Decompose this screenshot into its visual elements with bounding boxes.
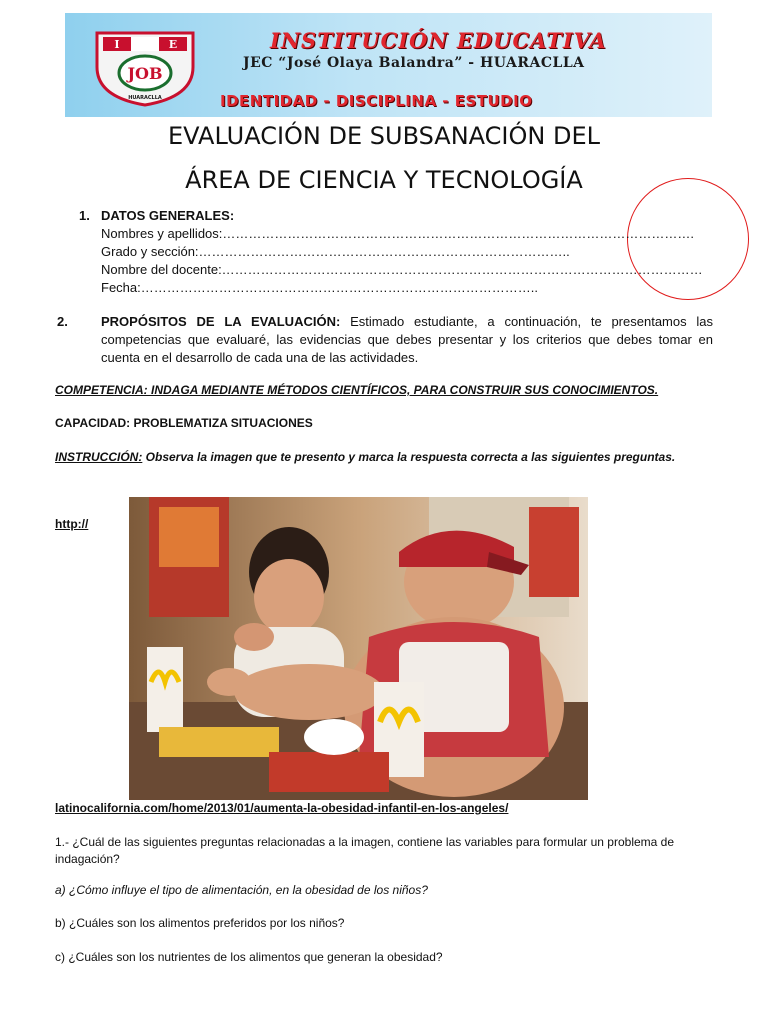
instruccion-text: Observa la imagen que te presento y marca la respuesta correcta a las siguientes preguntas. (142, 450, 676, 464)
school-crest-logo (93, 27, 197, 107)
page-title-line2: ÁREA DE CIENCIA Y TECNOLOGÍA (185, 166, 583, 194)
section-number: 1. (79, 208, 90, 223)
field-fecha[interactable]: Fecha:……………………………………………………………………………….. (101, 280, 538, 295)
datos-generales-heading (79, 207, 639, 225)
competencia-line: COMPETENCIA: INDAGA MEDIANTE MÉTODOS CIENTÍFICOS, PARA CONSTRUIR SUS CONOCIMIENTOS. (55, 383, 659, 397)
field-docente[interactable]: Nombre del docente:………………………………………………………………………………………………… (101, 262, 703, 277)
section-number: 2. (57, 314, 68, 329)
question-1-option-c[interactable]: c) ¿Cuáles son los nutrientes de los alimentos que generan la obesidad? (55, 950, 443, 964)
page-title-line1: EVALUACIÓN DE SUBSANACIÓN DEL (168, 122, 600, 150)
datos-generales-section (79, 207, 703, 297)
crest-place-text: HUARACLLA (128, 95, 162, 101)
question-1: 1.- ¿Cuál de las siguientes preguntas relacionadas a la imagen, contiene las variables para formular un problema de indagación? (55, 835, 675, 866)
obesity-children-photo (129, 497, 588, 800)
question-1-option-a[interactable]: a) ¿Cómo influye el tipo de alimentación, en la obesidad de los niños? (55, 883, 428, 897)
propositos-text: Estimado estudiante, a continuación, te presentamos las competencias que evaluaré, las evidencias que debes presentar y los criterios que debes tomar en cuenta en el desarrollo de cada una de las actividades. (101, 314, 714, 365)
instruccion-label: INSTRUCCIÓN: (55, 450, 143, 464)
capacidad-line: CAPACIDAD: PROBLEMATIZA SITUACIONES (55, 416, 313, 430)
propositos-section (57, 313, 714, 367)
banner-school-name: JEC “José Olaya Balandra” - HUARACLLA (243, 55, 585, 71)
image-source-link[interactable]: latinocalifornia.com/home/2013/01/aumenta-la-obesidad-infantil-en-los-angeles/ (55, 801, 509, 815)
crest-letter-e: E (168, 38, 178, 51)
propositos-paragraph (57, 313, 714, 367)
http-link[interactable]: http:// (55, 517, 89, 531)
school-header-banner (65, 13, 712, 117)
banner-institution-title: INSTITUCIÓN EDUCATIVA (270, 28, 607, 53)
section-heading-text: DATOS GENERALES: (101, 208, 235, 223)
instruccion-line (55, 450, 675, 464)
crest-job-text: JOB (127, 64, 163, 83)
question-1-option-b[interactable]: b) ¿Cuáles son los alimentos preferidos por los niños? (55, 916, 345, 930)
crest-letter-i: I (114, 38, 120, 51)
field-grado[interactable]: Grado y sección:………………………………………………………………………….. (101, 244, 570, 259)
photo-illustration (129, 497, 588, 800)
field-nombres[interactable]: Nombres y apellidos:………………………………………………………………………………………………. (101, 226, 694, 241)
banner-motto: IDENTIDAD - DISCIPLINA - ESTUDIO (220, 92, 533, 110)
propositos-heading: PROPÓSITOS DE LA EVALUACIÓN: (101, 314, 341, 329)
